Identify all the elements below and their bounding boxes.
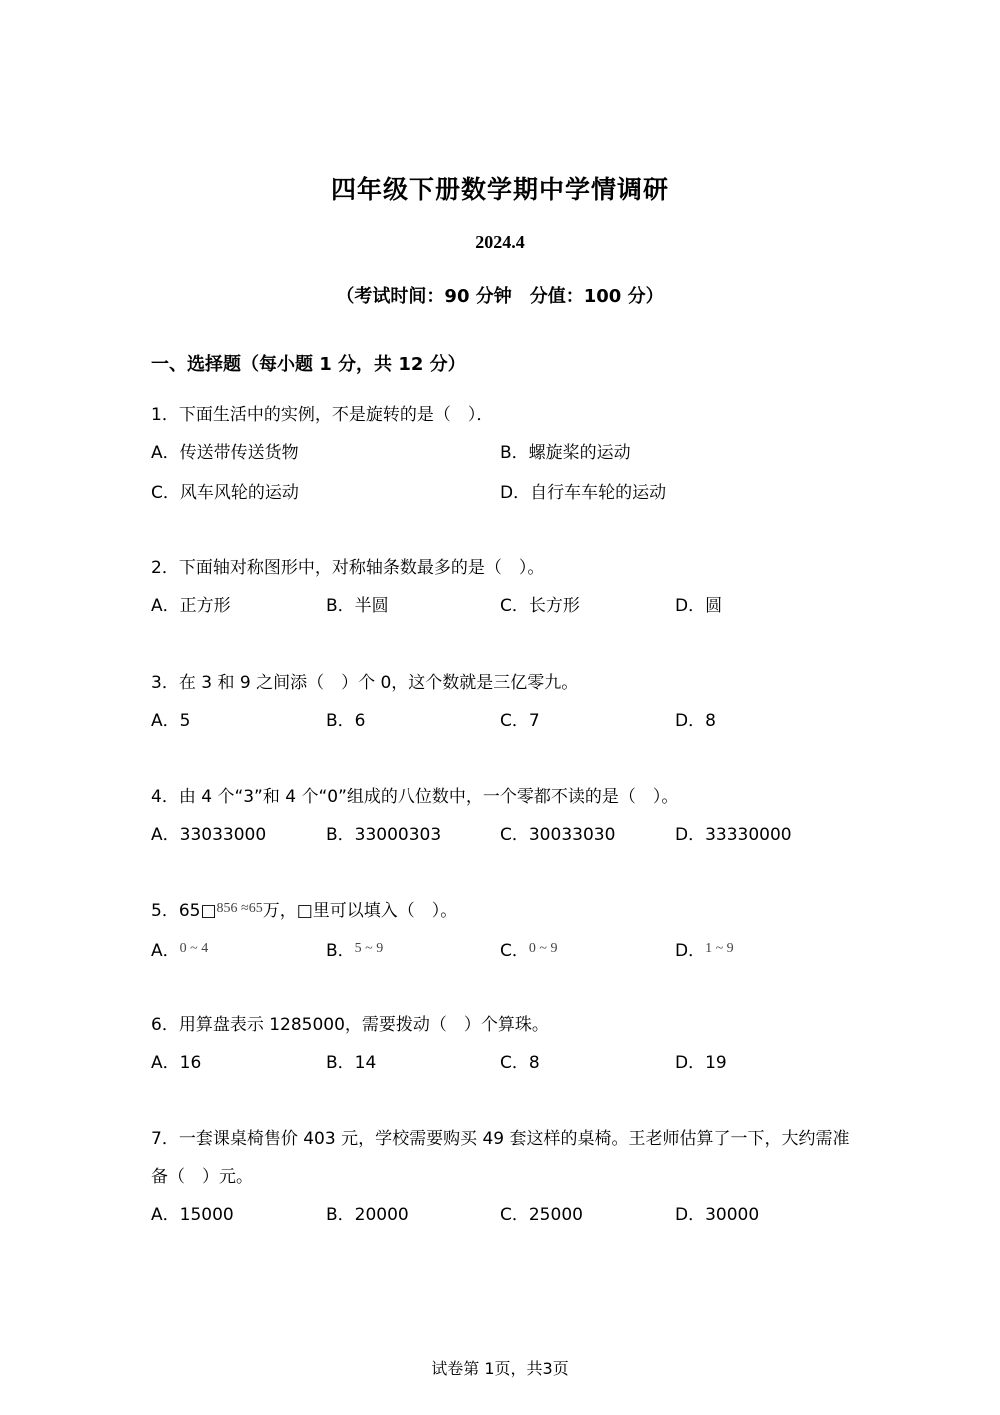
option-b[interactable]: B．14 [326,1053,377,1073]
question-stem: 2．下面轴对称图形中，对称轴条数最多的是（ ）。 [151,558,545,578]
option-c[interactable]: C．长方形 [500,596,580,616]
option-a[interactable]: A．正方形 [151,596,231,616]
option-d[interactable]: D．19 [675,1053,727,1073]
option-d[interactable]: D．圆 [675,596,723,616]
question-stem: 7．一套课桌椅售价 403 元，学校需要购买 49 套这样的桌椅。王老师估算了一下，大约需准备（ ）元。 [151,1129,850,1187]
options-row [151,587,851,625]
option-value: 0 ~ 9 [528,941,558,956]
option-a[interactable]: A．33033000 [151,825,267,845]
options-row [151,1044,851,1082]
options-row [151,474,851,512]
option-b[interactable]: B．6 [326,711,366,731]
option-d[interactable] [675,932,734,972]
option-b[interactable] [326,932,383,972]
option-value: 0 ~ 4 [179,941,209,956]
question-stem: 1．下面生活中的实例，不是旋转的是（ ）． [151,405,494,425]
option-c[interactable] [500,932,557,972]
option-label: A． [151,941,180,961]
option-c[interactable]: C．30033030 [500,825,616,845]
option-b[interactable]: B．半圆 [326,596,389,616]
question-3 [151,664,851,740]
question-5 [151,892,851,970]
option-b[interactable]: B．33000303 [326,825,442,845]
option-a[interactable]: A．5 [151,711,191,731]
question-stem: 6．用算盘表示 1285000，需要拨动（ ）个算珠。 [151,1015,549,1035]
question-stem: 4．由 4 个“3”和 4 个“0”组成的八位数中，一个零都不读的是（ ）。 [151,787,679,807]
option-c[interactable]: C．7 [500,711,540,731]
exam-info: （考试时间：90 分钟 分值：100 分） [336,286,664,307]
exam-date: 2024.4 [475,232,525,252]
option-b[interactable]: B．螺旋桨的运动 [500,443,631,463]
question-stem: 3．在 3 和 9 之间添（ ）个 0，这个数就是三亿零九。 [151,673,579,693]
question-7 [151,1120,851,1234]
option-value: 1 ~ 9 [705,941,734,956]
option-a[interactable]: A．15000 [151,1205,234,1225]
question-2 [151,549,851,625]
options-row [151,702,851,740]
question-6 [151,1006,851,1082]
stem-part: 5．65□ [151,901,217,921]
question-stem [151,892,851,932]
options-row [151,816,851,854]
section-title-choice: 一、选择题（每小题 1 分，共 12 分） [151,354,466,375]
option-d[interactable]: D．自行车车轮的运动 [500,483,667,503]
option-b[interactable]: B．20000 [326,1205,409,1225]
exam-title: 四年级下册数学期中学情调研 [330,175,669,204]
option-value: 5 ~ 9 [354,941,384,956]
page-footer: 试卷第 1页，共3页 [431,1359,569,1378]
option-label: C． [500,941,529,961]
option-d[interactable]: D．30000 [675,1205,760,1225]
option-d[interactable]: D．8 [675,711,716,731]
option-c[interactable]: C．25000 [500,1205,583,1225]
option-label: D． [675,941,706,961]
option-a[interactable]: A．传送带传送货物 [151,443,299,463]
stem-part: 万，□里可以填入（ ）。 [262,901,458,921]
options-row [151,1196,851,1234]
option-a[interactable]: A．16 [151,1053,202,1073]
option-a[interactable] [151,932,208,972]
formula-text: 856 ≈65 [216,901,263,916]
option-c[interactable]: C．风车风轮的运动 [151,483,299,503]
question-1 [151,396,851,512]
options-row [151,434,851,472]
option-d[interactable]: D．33330000 [675,825,792,845]
question-4 [151,778,851,854]
options-row [151,932,851,970]
option-c[interactable]: C．8 [500,1053,540,1073]
option-label: B． [326,941,355,961]
